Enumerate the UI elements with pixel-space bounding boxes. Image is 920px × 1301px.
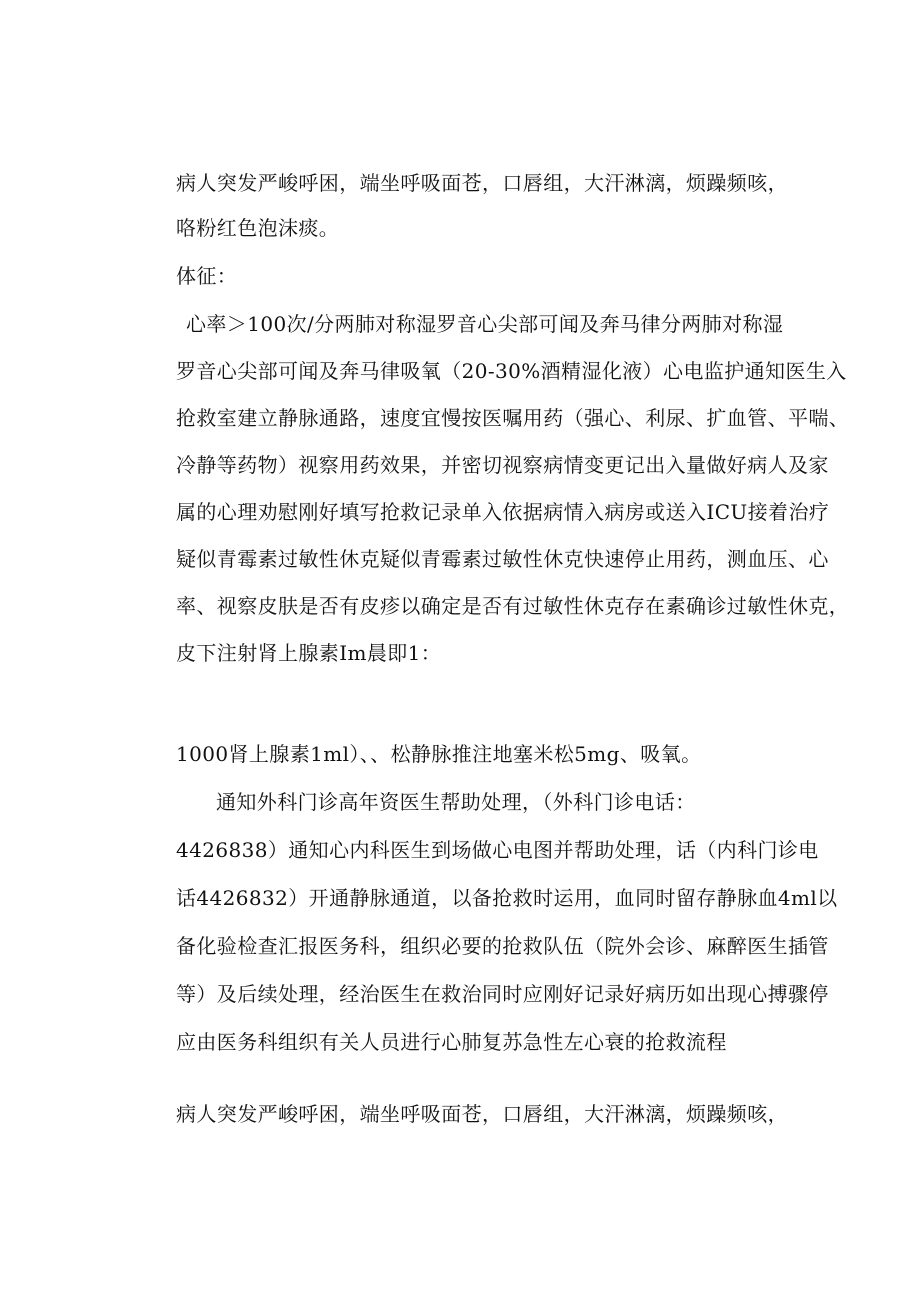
text-line: 1000肾上腺素1ml）、、松静脉推注地塞米松5mg、吸氧。 [176,742,702,766]
text-line: 罗音心尖部可闻及奔马律吸氧（20-30%酒精湿化液）心电监护通知医生入 [176,359,847,383]
section-heading: 体征： [176,264,238,288]
text-line: 抢救室建立静脉通路，速度宜慢按医嘱用药（强心、利尿、扩血管、平喘、 [176,406,850,430]
text-line: 应由医务科组织有关人员进行心肺复苏急性左心衰的抢救流程 [176,1030,727,1054]
text-line: 等）及后续处理，经治医生在救治同时应刚好记录好病历如出现心搏骤停 [176,982,829,1006]
text-line: 病人突发严峻呼困，端坐呼吸面苍，口唇组，大汗淋漓，烦躁频咳， [176,1102,788,1126]
text-line: 通知外科门诊高年资医生帮助处理，（外科门诊电话： [216,790,696,814]
text-line: 率、视察皮肤是否有皮疹以确定是否有过敏性休克存在素确诊过敏性休克， [176,594,850,618]
text-line: 4426838）通知心内科医生到场做心电图并帮助处理，话（内科门诊电 [176,838,819,862]
text-line: 心率＞100次/分两肺对称湿罗音心尖部可闻及奔马律分两肺对称湿 [186,312,784,336]
text-line: 疑似青霉素过敏性休克疑似青霉素过敏性休克快速停止用药，测血压、心 [176,547,829,571]
text-line: 备化验检查汇报医务科，组织必要的抢救队伍（院外会诊、麻醉医生插管 [176,934,829,958]
text-line: 皮下注射肾上腺素Im晨即1： [176,641,442,665]
text-line: 冷静等药物）视察用药效果，并密切视察病情变更记出入量做好病人及家 [176,453,829,477]
text-line: 咯粉红色泡沫痰。 [176,216,340,240]
text-line: 属的心理劝慰刚好填写抢救记录单入依据病情入病房或送入ICU接着治疗 [176,500,830,524]
text-line: 病人突发严峻呼困，端坐呼吸面苍，口唇组，大汗淋漓，烦躁频咳， [176,171,788,195]
text-line: 话4426832）开通静脉通道，以备抢救时运用，血同时留存静脉血4ml以 [176,886,838,910]
